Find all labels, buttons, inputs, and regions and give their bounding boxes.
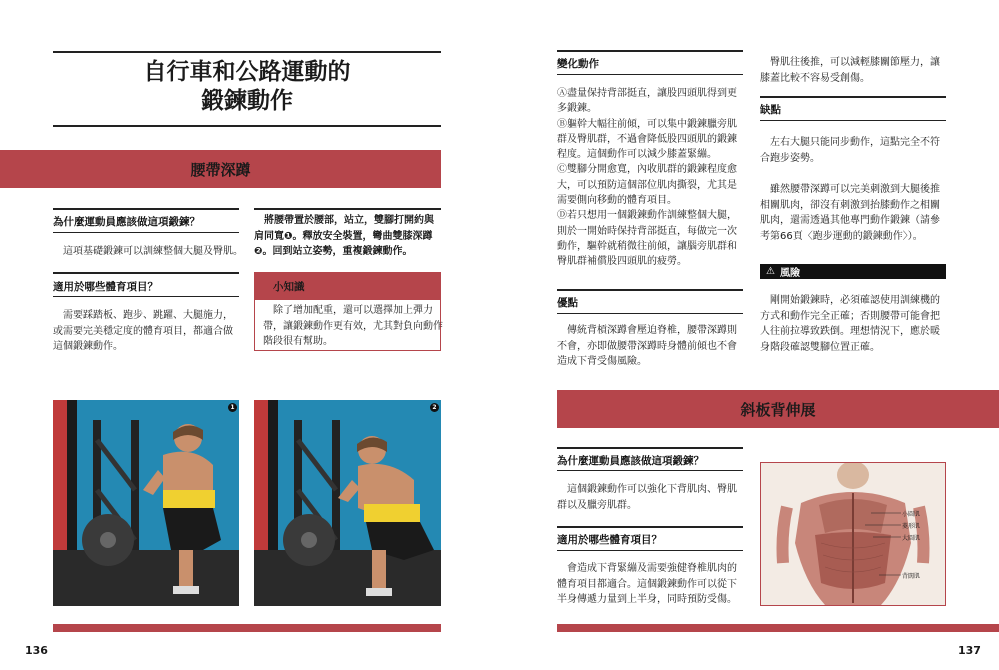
photo-illustration: [53, 400, 239, 606]
variation-text: [557, 86, 749, 270]
who-line: 或需要完美穩定度的體育項目，都適合做: [53, 325, 233, 337]
advantage-heading: 優點: [557, 297, 578, 309]
section-band-back-extension: [557, 390, 999, 428]
photo-number-1: 1: [228, 403, 237, 412]
steps-line: 將腰帶置於腰部，站立，雙腳打開約與: [264, 215, 434, 226]
section-band-label: 斜板背伸展: [740, 400, 816, 419]
why-heading-right: 為什麼運動員應該做這項鍛鍊？: [557, 455, 704, 467]
risk-label-bar: [760, 264, 946, 279]
anatomy-illustration: [760, 462, 946, 606]
why-rule-lower: [53, 232, 239, 233]
who-rule: [53, 272, 239, 274]
who-rule-lower: [53, 296, 239, 297]
exercise-photo-start: [53, 400, 239, 606]
disadvantage-line: 相關肌肉，卻沒有刺激到抬膝動作之相關: [760, 199, 940, 211]
advantage-line: 造成下背受傷風險。: [557, 356, 647, 367]
variation-line: 多鍛鍊。: [557, 103, 597, 115]
tip-title-bar: [255, 273, 440, 300]
photo-illustration: [254, 400, 441, 606]
page-title-line2: 鍛鍊動作: [201, 88, 293, 114]
page-title-line1: 自行車和公路運動的: [143, 59, 351, 85]
disadvantage-line: 肌肉，還需透過其他專門動作鍛鍊（請參: [760, 215, 940, 226]
variation-line: Ⓑ軀幹大幅往前傾，可以集中鍛鍊臘旁肌: [557, 118, 737, 130]
exercise-photo-squat: [254, 400, 441, 606]
page-number-right: 137: [958, 644, 981, 657]
column-top-line: 膝蓋比較不容易受創傷。: [760, 72, 870, 84]
tip-box: [254, 272, 441, 351]
tip-text: [263, 303, 443, 350]
section-band-belt-squat: [0, 150, 441, 188]
variation-line: 動作，驅幹就稍微往前傾，讓腦旁肌群和: [557, 240, 737, 252]
disadvantage-rule: [760, 96, 946, 98]
variation-line: Ⓒ雙腳分開愈寬，內收肌群的鍛鍊程度愈: [557, 164, 737, 176]
who-rule-right: [557, 526, 743, 528]
tip-line: 帶，讓鍛鍊動作更有效，尤其對負向動作: [263, 320, 443, 332]
variation-rule: [557, 50, 743, 52]
disadvantage-line: 考第66頁〈跑步運動的鍛鍊動作〉）。: [760, 230, 923, 242]
risk-line: 剛開始鍛鍊時，必須確認使用訓練機的: [770, 295, 940, 306]
variation-line: 大，可以預防這個部位肌肉撕裂，尤其是: [557, 179, 737, 191]
page-title: [53, 58, 441, 116]
steps-rule: [254, 208, 441, 210]
who-heading-right: 適用於哪些體育項目？: [557, 534, 662, 546]
photo-number-2: 2: [430, 403, 439, 412]
why-rule-right-lower: [557, 470, 743, 471]
why-rule: [53, 208, 239, 210]
variation-line: Ⓓ若只想用一個鍛鍊動作訓練整個大腿，: [557, 210, 737, 222]
who-line: 這個鍛鍊動作。: [53, 341, 123, 352]
tip-title: 小知識: [273, 281, 305, 293]
disadvantage-rule-lower: [760, 120, 946, 121]
who-text: [53, 308, 243, 355]
disadvantage-text-2: [760, 182, 952, 244]
who-line: 會造成下背緊繃及需要強健脊椎肌肉的: [567, 563, 737, 574]
variation-heading: 變化動作: [557, 58, 599, 70]
why-line: 這個鍛鍊動作可以強化下背肌肉、臀肌: [567, 484, 737, 495]
why-text-right: [557, 482, 749, 513]
footer-bar-right: [557, 624, 999, 632]
variation-line: 需要側向移動的體育項目。: [557, 195, 677, 207]
risk-label: 風險: [779, 268, 800, 279]
anatomy-label: 大圓肌: [902, 535, 921, 542]
advantage-rule: [557, 289, 743, 291]
variation-line: Ⓐ盡量保持背部挺直，讓股四頭肌得到更: [557, 88, 737, 99]
tip-line: 階段很有幫助。: [263, 336, 333, 347]
column-top-text: [760, 55, 952, 86]
disadvantage-line: 合跑步姿勢。: [760, 152, 820, 164]
risk-line: 方式和動作完全正確；否則腰帶可能會把: [760, 310, 940, 322]
who-text-right: [557, 561, 749, 608]
who-heading: 適用於哪些體育項目？: [53, 281, 158, 293]
why-line: 群以及臘旁肌群。: [557, 499, 637, 511]
variation-line: 則於一開始時保持背部挺直，每做完一次: [557, 225, 737, 237]
steps-line: ❷。回到站立姿勢，重複鍛鍊動作。: [254, 246, 413, 257]
page-number-left: 136: [25, 644, 48, 657]
risk-line: 身階段確認雙腳位置正確。: [760, 341, 880, 353]
disadvantage-line: 雖然腰帶深蹲可以完美刺激到大腿後推: [770, 184, 940, 195]
who-line: 體育項目都適合。這個鍛鍊動作可以從下: [557, 578, 737, 590]
who-line: 需要踩踏板、跑步、跳躍、大腿施力，: [63, 310, 233, 321]
advantage-line: 不會，亦即做腰帶深蹲時身體前傾也不會: [557, 340, 737, 352]
disadvantage-text-1: [760, 135, 952, 166]
anatomy-label: 菱形肌: [902, 523, 921, 530]
section-band-label: 腰帶深蹲: [190, 160, 251, 179]
tip-line: 除了增加配重，還可以選擇加上彈力: [273, 305, 433, 316]
disadvantage-line: 左右大腿只能同步動作，這點完全不符: [770, 137, 940, 148]
disadvantage-heading: 缺點: [760, 104, 781, 116]
title-rule-bottom: [53, 125, 441, 127]
advantage-line: 傳統背槓深蹲會壓迫脊椎，腰帶深蹲則: [567, 325, 737, 336]
risk-text: [760, 293, 952, 355]
column-top-line: 臀肌往後推，可以減輕膝關節壓力，讓: [770, 57, 940, 68]
steps-line: 肩同寬❶。釋放安全裝置，彎曲雙膝深蹲: [254, 230, 433, 242]
why-text: 這項基礎鍛鍊可以訓練整個大腿及臀肌。: [63, 246, 243, 257]
advantage-rule-lower: [557, 313, 743, 314]
variation-line: 群及臀肌群，不過會降低股四頭肌的鍛鍊: [557, 133, 737, 145]
variation-line: 程度。這個動作可以減少膝蓋緊繃。: [557, 149, 717, 161]
warning-icon: ⚠: [766, 266, 775, 277]
who-line: 半身傳遞力量到上半身，同時預防受傷。: [557, 594, 737, 605]
why-rule-right: [557, 447, 743, 449]
title-rule-top: [53, 51, 441, 53]
variation-line: 臀肌群補償股四頭肌的疲勞。: [557, 256, 687, 268]
footer-bar-left: [53, 624, 441, 632]
steps-text: [254, 213, 446, 260]
why-heading: 為什麼運動員應該做這項鍛鍊？: [53, 216, 200, 228]
advantage-text: [557, 323, 749, 370]
variation-rule-lower: [557, 74, 743, 75]
risk-line: 人往前拉導致跌倒。理想情況下，應於暖: [760, 326, 940, 337]
anatomy-label: 背闊肌: [902, 573, 921, 580]
who-rule-right-lower: [557, 550, 743, 551]
anatomy-label: 小圓肌: [902, 511, 921, 518]
